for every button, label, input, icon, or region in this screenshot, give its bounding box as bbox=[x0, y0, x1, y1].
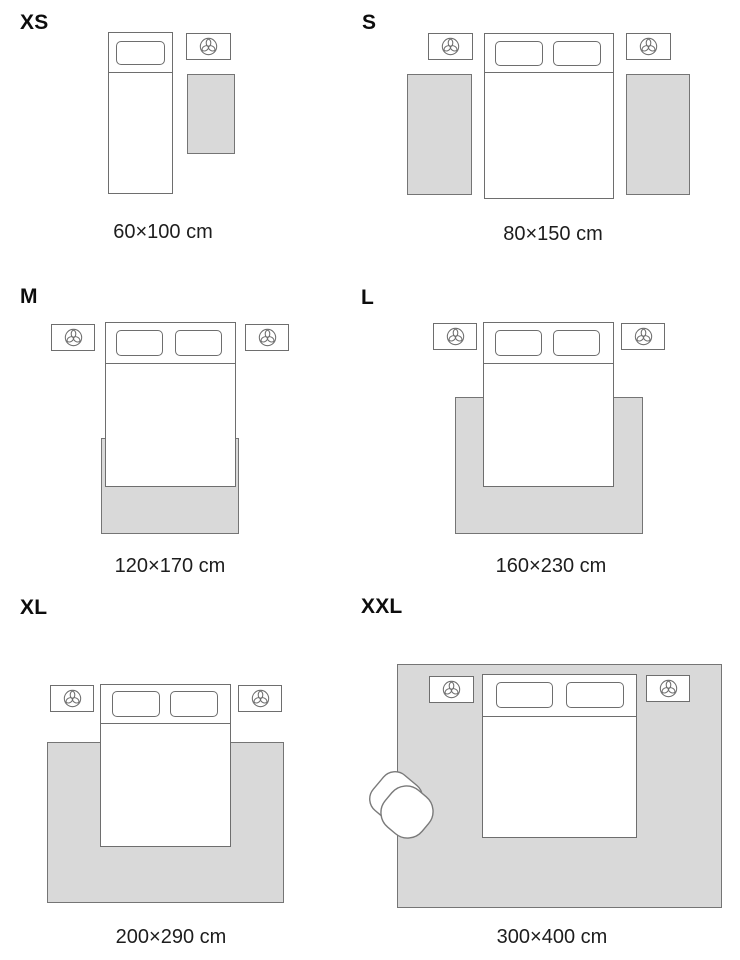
nightstand-left bbox=[428, 33, 473, 60]
size-caption-l: 160×230 cm bbox=[495, 555, 607, 577]
pillow-left bbox=[496, 682, 553, 708]
nightstand-right bbox=[245, 324, 289, 351]
nightstand-right bbox=[621, 323, 665, 350]
size-label-s: S bbox=[362, 11, 377, 34]
size-caption-xs: 60×100 cm bbox=[113, 221, 213, 243]
bed bbox=[483, 322, 614, 487]
bed-headboard bbox=[485, 34, 613, 73]
size-caption-xl: 200×290 cm bbox=[115, 926, 227, 948]
plant-icon bbox=[442, 680, 461, 699]
pillow-right bbox=[553, 330, 600, 356]
plant-icon bbox=[659, 679, 678, 698]
nightstand-right bbox=[626, 33, 671, 60]
armchair-icon bbox=[356, 755, 452, 855]
nightstand-left bbox=[433, 323, 477, 350]
pillow-left bbox=[116, 330, 163, 356]
pillow-left bbox=[495, 41, 543, 66]
nightstand-left bbox=[50, 685, 94, 712]
plant-icon bbox=[639, 37, 658, 56]
pillow-left bbox=[112, 691, 160, 717]
rug bbox=[187, 74, 235, 154]
plant-icon bbox=[441, 37, 460, 56]
size-label-xxl: XXL bbox=[361, 595, 403, 618]
plant-icon bbox=[199, 37, 218, 56]
bed bbox=[482, 674, 637, 838]
pillow bbox=[116, 41, 165, 65]
bed-headboard bbox=[484, 323, 613, 364]
bed-headboard bbox=[106, 323, 235, 364]
plant-icon bbox=[251, 689, 270, 708]
plant-icon bbox=[446, 327, 465, 346]
size-label-xs: XS bbox=[20, 11, 49, 34]
plant-icon bbox=[258, 328, 277, 347]
size-label-xl: XL bbox=[20, 596, 48, 619]
nightstand bbox=[186, 33, 231, 60]
pillow-right bbox=[566, 682, 624, 708]
nightstand-left bbox=[51, 324, 95, 351]
bed-headboard bbox=[483, 675, 636, 717]
pillow-right bbox=[175, 330, 222, 356]
bed-headboard bbox=[109, 33, 172, 73]
size-caption-s: 80×150 cm bbox=[503, 223, 603, 245]
nightstand-right bbox=[646, 675, 690, 702]
size-caption-m: 120×170 cm bbox=[114, 555, 226, 577]
bed bbox=[484, 33, 614, 199]
plant-icon bbox=[634, 327, 653, 346]
nightstand-right bbox=[238, 685, 282, 712]
size-caption-xxl: 300×400 cm bbox=[496, 926, 608, 948]
nightstand-left bbox=[429, 676, 474, 703]
rug-left-runner bbox=[407, 74, 472, 195]
bed-headboard bbox=[101, 685, 230, 724]
bed bbox=[100, 684, 231, 847]
bed bbox=[105, 322, 236, 487]
plant-icon bbox=[63, 689, 82, 708]
bed bbox=[108, 32, 173, 194]
size-label-l: L bbox=[361, 286, 375, 309]
plant-icon bbox=[64, 328, 83, 347]
pillow-right bbox=[553, 41, 601, 66]
pillow-right bbox=[170, 691, 218, 717]
size-label-m: M bbox=[20, 285, 38, 308]
pillow-left bbox=[495, 330, 542, 356]
rug-right-runner bbox=[626, 74, 690, 195]
